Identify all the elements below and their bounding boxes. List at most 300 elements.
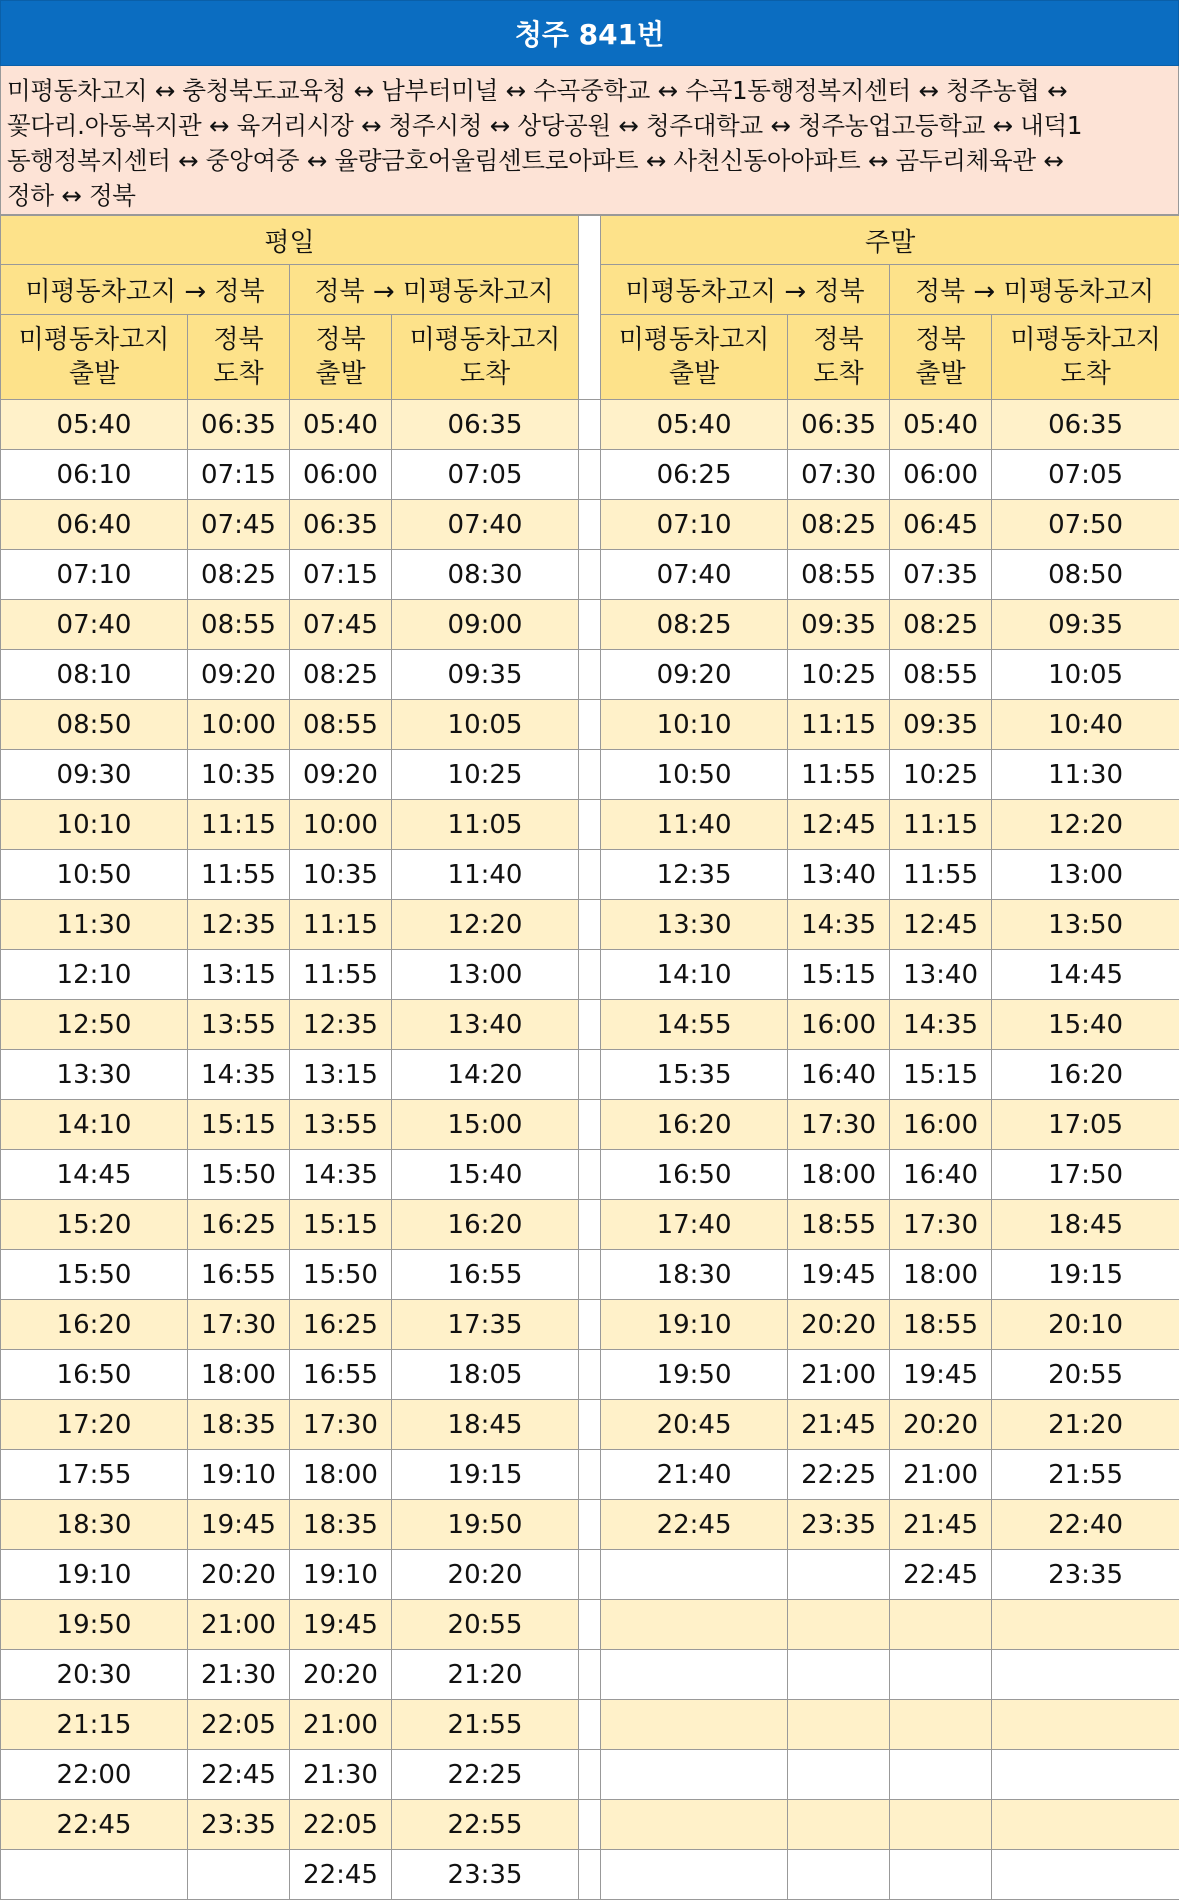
page-title: 청주 841번 xyxy=(0,0,1179,66)
weekend-depart-mipyeong-cell: 09:20 xyxy=(601,650,788,700)
weekday-depart-mipyeong-cell: 10:50 xyxy=(1,850,188,900)
column-gap xyxy=(579,1050,601,1100)
column-gap xyxy=(579,1000,601,1050)
table-row xyxy=(1,1150,1179,1200)
weekday-depart-mipyeong-cell: 13:30 xyxy=(1,1050,188,1100)
weekend-depart-mipyeong-cell xyxy=(601,1550,788,1600)
weekday-depart-jeongbuk-cell: 06:35 xyxy=(290,500,392,550)
weekend-arrive-jeongbuk-cell xyxy=(788,1700,890,1750)
weekday-depart-jeongbuk-cell: 11:15 xyxy=(290,900,392,950)
weekday-arrive-mipyeong-cell: 12:20 xyxy=(392,900,579,950)
weekend-depart-mipyeong-cell xyxy=(601,1650,788,1700)
table-row xyxy=(1,900,1179,950)
column-gap xyxy=(579,400,601,450)
weekday-depart-jeongbuk-cell: 05:40 xyxy=(290,400,392,450)
weekday-depart-mipyeong-cell: 12:50 xyxy=(1,1000,188,1050)
weekend-arrive-mipyeong-cell xyxy=(992,1800,1179,1850)
weekend-direction-to-mipyeong: 정북 → 미평동차고지 xyxy=(890,265,1179,315)
weekend-arrive-jeongbuk-cell: 11:55 xyxy=(788,750,890,800)
weekend-depart-mipyeong-cell: 14:55 xyxy=(601,1000,788,1050)
column-gap xyxy=(579,500,601,550)
weekday-depart-mipyeong-cell: 19:50 xyxy=(1,1600,188,1650)
weekend-depart-jeongbuk-cell: 06:45 xyxy=(890,500,992,550)
weekend-depart-mipyeong-cell: 19:50 xyxy=(601,1350,788,1400)
route-line: 정하 ↔ 정북 xyxy=(7,181,136,210)
weekday-depart-jeongbuk-cell: 20:20 xyxy=(290,1650,392,1700)
weekend-arrive-mipyeong-cell: 21:55 xyxy=(992,1450,1179,1500)
weekend-arrive-mipyeong-cell: 22:40 xyxy=(992,1500,1179,1550)
weekend-arrive-jeongbuk-cell: 18:55 xyxy=(788,1200,890,1250)
column-gap xyxy=(579,1150,601,1200)
weekend-arrive-jeongbuk-cell: 13:40 xyxy=(788,850,890,900)
column-header-depart-jeongbuk: 정북 출발 xyxy=(290,315,392,400)
weekday-depart-mipyeong-cell: 06:10 xyxy=(1,450,188,500)
weekday-arrive-mipyeong-cell: 20:20 xyxy=(392,1550,579,1600)
weekday-depart-jeongbuk-cell: 10:35 xyxy=(290,850,392,900)
weekend-depart-jeongbuk-cell: 17:30 xyxy=(890,1200,992,1250)
table-row xyxy=(1,1300,1179,1350)
weekend-depart-jeongbuk-cell: 21:00 xyxy=(890,1450,992,1500)
weekend-depart-jeongbuk-cell: 18:00 xyxy=(890,1250,992,1300)
weekday-depart-jeongbuk-cell: 07:45 xyxy=(290,600,392,650)
weekday-arrive-mipyeong-cell: 11:40 xyxy=(392,850,579,900)
weekend-depart-mipyeong-cell: 10:10 xyxy=(601,700,788,750)
weekday-arrive-mipyeong-cell: 08:30 xyxy=(392,550,579,600)
weekend-arrive-mipyeong-cell: 12:20 xyxy=(992,800,1179,850)
weekday-arrive-jeongbuk-cell: 22:05 xyxy=(188,1700,290,1750)
weekend-depart-jeongbuk-cell xyxy=(890,1750,992,1800)
weekend-depart-mipyeong-cell: 07:40 xyxy=(601,550,788,600)
weekend-arrive-jeongbuk-cell: 14:35 xyxy=(788,900,890,950)
weekday-depart-jeongbuk-cell: 14:35 xyxy=(290,1150,392,1200)
weekend-depart-jeongbuk-cell: 14:35 xyxy=(890,1000,992,1050)
weekend-arrive-jeongbuk-cell: 10:25 xyxy=(788,650,890,700)
table-row xyxy=(1,1350,1179,1400)
column-gap xyxy=(579,900,601,950)
weekend-arrive-mipyeong-cell: 14:45 xyxy=(992,950,1179,1000)
weekday-depart-mipyeong-cell xyxy=(1,1850,188,1900)
weekday-arrive-jeongbuk-cell: 07:45 xyxy=(188,500,290,550)
weekend-arrive-jeongbuk-cell: 07:30 xyxy=(788,450,890,500)
table-row xyxy=(1,400,1179,450)
weekday-depart-jeongbuk-cell: 13:55 xyxy=(290,1100,392,1150)
weekday-arrive-jeongbuk-cell: 23:35 xyxy=(188,1800,290,1850)
weekday-depart-jeongbuk-cell: 16:25 xyxy=(290,1300,392,1350)
weekend-arrive-mipyeong-cell: 11:30 xyxy=(992,750,1179,800)
column-gap xyxy=(579,1700,601,1750)
weekday-arrive-mipyeong-cell: 15:00 xyxy=(392,1100,579,1150)
weekday-arrive-mipyeong-cell: 19:15 xyxy=(392,1450,579,1500)
weekday-arrive-mipyeong-cell: 20:55 xyxy=(392,1600,579,1650)
weekend-arrive-jeongbuk-cell: 17:30 xyxy=(788,1100,890,1150)
weekend-arrive-mipyeong-cell: 16:20 xyxy=(992,1050,1179,1100)
weekday-arrive-mipyeong-cell: 13:40 xyxy=(392,1000,579,1050)
route-description xyxy=(0,66,1179,215)
weekend-arrive-mipyeong-cell xyxy=(992,1700,1179,1750)
weekend-arrive-mipyeong-cell: 20:10 xyxy=(992,1300,1179,1350)
weekend-arrive-jeongbuk-cell: 12:45 xyxy=(788,800,890,850)
weekend-depart-mipyeong-cell: 20:45 xyxy=(601,1400,788,1450)
column-header-arrive-jeongbuk: 정북 도착 xyxy=(188,315,290,400)
column-gap xyxy=(579,650,601,700)
weekend-arrive-mipyeong-cell: 08:50 xyxy=(992,550,1179,600)
weekday-depart-mipyeong-cell: 07:40 xyxy=(1,600,188,650)
timetable xyxy=(0,215,1179,1900)
weekday-depart-jeongbuk-cell: 21:00 xyxy=(290,1700,392,1750)
weekday-depart-jeongbuk-cell: 22:45 xyxy=(290,1850,392,1900)
weekend-arrive-jeongbuk-cell: 21:00 xyxy=(788,1350,890,1400)
weekend-arrive-jeongbuk-cell: 20:20 xyxy=(788,1300,890,1350)
weekday-arrive-mipyeong-cell: 15:40 xyxy=(392,1150,579,1200)
table-row xyxy=(1,750,1179,800)
weekend-depart-mipyeong-cell: 21:40 xyxy=(601,1450,788,1500)
weekday-direction-to-jeongbuk: 미평동차고지 → 정북 xyxy=(1,265,290,315)
table-row xyxy=(1,600,1179,650)
weekend-arrive-mipyeong-cell: 21:20 xyxy=(992,1400,1179,1450)
weekday-depart-mipyeong-cell: 16:50 xyxy=(1,1350,188,1400)
weekend-arrive-mipyeong-cell: 18:45 xyxy=(992,1200,1179,1250)
weekend-arrive-mipyeong-cell: 07:05 xyxy=(992,450,1179,500)
weekend-depart-jeongbuk-cell: 06:00 xyxy=(890,450,992,500)
weekday-depart-jeongbuk-cell: 12:35 xyxy=(290,1000,392,1050)
weekday-depart-mipyeong-cell: 05:40 xyxy=(1,400,188,450)
weekend-header: 주말 xyxy=(601,216,1179,265)
table-row xyxy=(1,500,1179,550)
weekday-depart-mipyeong-cell: 21:15 xyxy=(1,1700,188,1750)
weekday-arrive-mipyeong-cell: 10:05 xyxy=(392,700,579,750)
weekday-arrive-mipyeong-cell: 21:55 xyxy=(392,1700,579,1750)
weekday-arrive-jeongbuk-cell: 08:25 xyxy=(188,550,290,600)
weekday-arrive-mipyeong-cell: 21:20 xyxy=(392,1650,579,1700)
weekend-depart-mipyeong-cell: 17:40 xyxy=(601,1200,788,1250)
table-row xyxy=(1,1400,1179,1450)
weekend-depart-mipyeong-cell: 16:50 xyxy=(601,1150,788,1200)
weekend-depart-jeongbuk-cell: 16:40 xyxy=(890,1150,992,1200)
weekend-depart-mipyeong-cell: 06:25 xyxy=(601,450,788,500)
weekday-depart-mipyeong-cell: 17:20 xyxy=(1,1400,188,1450)
weekday-arrive-jeongbuk-cell: 19:45 xyxy=(188,1500,290,1550)
weekend-depart-jeongbuk-cell: 16:00 xyxy=(890,1100,992,1150)
weekday-depart-mipyeong-cell: 22:00 xyxy=(1,1750,188,1800)
weekday-arrive-jeongbuk-cell: 06:35 xyxy=(188,400,290,450)
weekend-depart-mipyeong-cell: 22:45 xyxy=(601,1500,788,1550)
table-row xyxy=(1,800,1179,850)
table-row xyxy=(1,1500,1179,1550)
column-header-depart-mipyeong: 미평동차고지 출발 xyxy=(601,315,788,400)
weekday-arrive-mipyeong-cell: 09:00 xyxy=(392,600,579,650)
weekday-arrive-mipyeong-cell: 22:55 xyxy=(392,1800,579,1850)
weekday-arrive-jeongbuk-cell: 16:25 xyxy=(188,1200,290,1250)
weekday-depart-mipyeong-cell: 20:30 xyxy=(1,1650,188,1700)
weekend-depart-jeongbuk-cell: 15:15 xyxy=(890,1050,992,1100)
weekend-arrive-jeongbuk-cell xyxy=(788,1800,890,1850)
column-gap xyxy=(579,1750,601,1800)
weekend-depart-mipyeong-cell: 12:35 xyxy=(601,850,788,900)
weekend-direction-to-jeongbuk: 미평동차고지 → 정북 xyxy=(601,265,890,315)
weekday-depart-jeongbuk-cell: 19:10 xyxy=(290,1550,392,1600)
table-row xyxy=(1,1650,1179,1700)
table-row xyxy=(1,650,1179,700)
weekend-arrive-mipyeong-cell: 07:50 xyxy=(992,500,1179,550)
weekend-arrive-mipyeong-cell: 06:35 xyxy=(992,400,1179,450)
weekend-depart-mipyeong-cell xyxy=(601,1850,788,1900)
weekday-depart-mipyeong-cell: 12:10 xyxy=(1,950,188,1000)
weekday-arrive-jeongbuk-cell: 13:55 xyxy=(188,1000,290,1050)
weekday-depart-mipyeong-cell: 19:10 xyxy=(1,1550,188,1600)
weekday-depart-jeongbuk-cell: 18:00 xyxy=(290,1450,392,1500)
weekend-depart-mipyeong-cell: 18:30 xyxy=(601,1250,788,1300)
weekday-depart-jeongbuk-cell: 07:15 xyxy=(290,550,392,600)
weekend-depart-mipyeong-cell: 08:25 xyxy=(601,600,788,650)
weekend-depart-jeongbuk-cell: 19:45 xyxy=(890,1350,992,1400)
weekday-arrive-mipyeong-cell: 16:20 xyxy=(392,1200,579,1250)
table-row xyxy=(1,850,1179,900)
weekday-arrive-mipyeong-cell: 18:45 xyxy=(392,1400,579,1450)
weekend-arrive-mipyeong-cell xyxy=(992,1750,1179,1800)
weekend-depart-jeongbuk-cell xyxy=(890,1650,992,1700)
weekday-direction-to-mipyeong: 정북 → 미평동차고지 xyxy=(290,265,579,315)
weekend-arrive-mipyeong-cell: 20:55 xyxy=(992,1350,1179,1400)
weekend-arrive-jeongbuk-cell: 22:25 xyxy=(788,1450,890,1500)
column-gap xyxy=(579,800,601,850)
weekday-arrive-jeongbuk-cell: 14:35 xyxy=(188,1050,290,1100)
weekday-depart-mipyeong-cell: 09:30 xyxy=(1,750,188,800)
column-gap xyxy=(579,1300,601,1350)
weekend-arrive-jeongbuk-cell: 09:35 xyxy=(788,600,890,650)
timetable-body xyxy=(1,400,1179,1900)
weekday-arrive-jeongbuk-cell xyxy=(188,1850,290,1900)
column-gap xyxy=(579,1800,601,1850)
weekend-depart-mipyeong-cell: 14:10 xyxy=(601,950,788,1000)
column-header-arrive-mipyeong: 미평동차고지 도착 xyxy=(992,315,1179,400)
weekday-depart-mipyeong-cell: 08:50 xyxy=(1,700,188,750)
weekend-arrive-mipyeong-cell: 19:15 xyxy=(992,1250,1179,1300)
column-gap xyxy=(579,1100,601,1150)
weekday-depart-jeongbuk-cell: 18:35 xyxy=(290,1500,392,1550)
weekday-depart-mipyeong-cell: 15:20 xyxy=(1,1200,188,1250)
weekday-arrive-mipyeong-cell: 07:05 xyxy=(392,450,579,500)
column-gap xyxy=(579,600,601,650)
weekday-arrive-jeongbuk-cell: 16:55 xyxy=(188,1250,290,1300)
weekend-arrive-mipyeong-cell xyxy=(992,1600,1179,1650)
weekday-arrive-mipyeong-cell: 06:35 xyxy=(392,400,579,450)
weekday-depart-mipyeong-cell: 10:10 xyxy=(1,800,188,850)
column-gap xyxy=(579,1450,601,1500)
weekday-depart-jeongbuk-cell: 19:45 xyxy=(290,1600,392,1650)
weekend-arrive-mipyeong-cell xyxy=(992,1850,1179,1900)
column-gap xyxy=(579,850,601,900)
column-header-arrive-mipyeong: 미평동차고지 도착 xyxy=(392,315,579,400)
column-gap xyxy=(579,1650,601,1700)
weekend-depart-mipyeong-cell: 05:40 xyxy=(601,400,788,450)
column-gap xyxy=(579,950,601,1000)
weekday-depart-jeongbuk-cell: 16:55 xyxy=(290,1350,392,1400)
weekday-arrive-jeongbuk-cell: 18:00 xyxy=(188,1350,290,1400)
weekday-depart-jeongbuk-cell: 17:30 xyxy=(290,1400,392,1450)
weekend-arrive-jeongbuk-cell xyxy=(788,1750,890,1800)
weekend-depart-mipyeong-cell xyxy=(601,1800,788,1850)
weekday-depart-jeongbuk-cell: 22:05 xyxy=(290,1800,392,1850)
weekday-depart-jeongbuk-cell: 13:15 xyxy=(290,1050,392,1100)
weekday-depart-mipyeong-cell: 14:45 xyxy=(1,1150,188,1200)
table-row xyxy=(1,550,1179,600)
weekend-arrive-jeongbuk-cell xyxy=(788,1650,890,1700)
weekend-depart-jeongbuk-cell xyxy=(890,1700,992,1750)
table-row xyxy=(1,1800,1179,1850)
weekend-depart-mipyeong-cell: 13:30 xyxy=(601,900,788,950)
route-line: 꽃다리.아동복지관 ↔ 육거리시장 ↔ 청주시청 ↔ 상당공원 ↔ 청주대학교 ↔ 청주농업고등학교 ↔ 내덕1 xyxy=(7,111,1083,140)
weekend-depart-jeongbuk-cell: 07:35 xyxy=(890,550,992,600)
weekend-depart-jeongbuk-cell: 22:45 xyxy=(890,1550,992,1600)
weekday-arrive-jeongbuk-cell: 19:10 xyxy=(188,1450,290,1500)
weekday-arrive-mipyeong-cell: 22:25 xyxy=(392,1750,579,1800)
weekend-depart-jeongbuk-cell: 10:25 xyxy=(890,750,992,800)
weekend-depart-jeongbuk-cell: 21:45 xyxy=(890,1500,992,1550)
weekend-arrive-jeongbuk-cell: 16:40 xyxy=(788,1050,890,1100)
weekend-arrive-jeongbuk-cell: 08:25 xyxy=(788,500,890,550)
weekday-arrive-jeongbuk-cell: 10:35 xyxy=(188,750,290,800)
weekday-arrive-jeongbuk-cell: 08:55 xyxy=(188,600,290,650)
column-gap xyxy=(579,216,601,400)
weekend-arrive-jeongbuk-cell: 21:45 xyxy=(788,1400,890,1450)
weekend-depart-jeongbuk-cell: 05:40 xyxy=(890,400,992,450)
weekend-depart-jeongbuk-cell: 09:35 xyxy=(890,700,992,750)
column-gap xyxy=(579,1550,601,1600)
weekend-arrive-jeongbuk-cell: 11:15 xyxy=(788,700,890,750)
weekday-arrive-jeongbuk-cell: 21:30 xyxy=(188,1650,290,1700)
weekday-depart-jeongbuk-cell: 15:50 xyxy=(290,1250,392,1300)
weekend-depart-mipyeong-cell: 16:20 xyxy=(601,1100,788,1150)
weekday-depart-mipyeong-cell: 06:40 xyxy=(1,500,188,550)
weekend-depart-mipyeong-cell: 07:10 xyxy=(601,500,788,550)
weekday-arrive-jeongbuk-cell: 11:55 xyxy=(188,850,290,900)
weekend-arrive-jeongbuk-cell xyxy=(788,1600,890,1650)
weekend-arrive-jeongbuk-cell: 08:55 xyxy=(788,550,890,600)
weekend-arrive-jeongbuk-cell xyxy=(788,1850,890,1900)
route-line: 동행정복지센터 ↔ 중앙여중 ↔ 율량금호어울림센트로아파트 ↔ 사천신동아아파트 ↔ 곰두리체육관 ↔ xyxy=(7,146,1064,175)
weekend-arrive-jeongbuk-cell: 19:45 xyxy=(788,1250,890,1300)
weekday-arrive-mipyeong-cell: 13:00 xyxy=(392,950,579,1000)
table-row xyxy=(1,1050,1179,1100)
weekday-depart-mipyeong-cell: 18:30 xyxy=(1,1500,188,1550)
column-header-depart-mipyeong: 미평동차고지 출발 xyxy=(1,315,188,400)
weekend-depart-jeongbuk-cell: 08:55 xyxy=(890,650,992,700)
column-gap xyxy=(579,1500,601,1550)
weekday-arrive-mipyeong-cell: 23:35 xyxy=(392,1850,579,1900)
table-row xyxy=(1,1000,1179,1050)
weekend-arrive-mipyeong-cell: 09:35 xyxy=(992,600,1179,650)
weekday-depart-jeongbuk-cell: 09:20 xyxy=(290,750,392,800)
weekday-depart-mipyeong-cell: 22:45 xyxy=(1,1800,188,1850)
weekday-arrive-jeongbuk-cell: 10:00 xyxy=(188,700,290,750)
weekday-arrive-mipyeong-cell: 14:20 xyxy=(392,1050,579,1100)
weekend-arrive-mipyeong-cell: 10:40 xyxy=(992,700,1179,750)
weekend-arrive-jeongbuk-cell: 18:00 xyxy=(788,1150,890,1200)
weekend-depart-mipyeong-cell: 15:35 xyxy=(601,1050,788,1100)
weekend-depart-jeongbuk-cell: 11:55 xyxy=(890,850,992,900)
weekday-arrive-jeongbuk-cell: 07:15 xyxy=(188,450,290,500)
column-header-arrive-jeongbuk: 정북 도착 xyxy=(788,315,890,400)
weekend-depart-jeongbuk-cell: 11:15 xyxy=(890,800,992,850)
weekday-arrive-jeongbuk-cell: 13:15 xyxy=(188,950,290,1000)
column-header-depart-jeongbuk: 정북 출발 xyxy=(890,315,992,400)
column-gap xyxy=(579,1200,601,1250)
table-row xyxy=(1,450,1179,500)
weekday-depart-mipyeong-cell: 14:10 xyxy=(1,1100,188,1150)
weekend-arrive-mipyeong-cell: 17:05 xyxy=(992,1100,1179,1150)
weekend-depart-jeongbuk-cell: 20:20 xyxy=(890,1400,992,1450)
weekday-arrive-jeongbuk-cell: 18:35 xyxy=(188,1400,290,1450)
column-gap xyxy=(579,550,601,600)
column-gap xyxy=(579,1400,601,1450)
weekend-arrive-jeongbuk-cell: 23:35 xyxy=(788,1500,890,1550)
table-row xyxy=(1,1700,1179,1750)
weekend-arrive-jeongbuk-cell: 15:15 xyxy=(788,950,890,1000)
table-row xyxy=(1,1850,1179,1900)
weekday-depart-jeongbuk-cell: 08:55 xyxy=(290,700,392,750)
table-row xyxy=(1,1600,1179,1650)
weekday-arrive-jeongbuk-cell: 09:20 xyxy=(188,650,290,700)
weekday-arrive-jeongbuk-cell: 15:50 xyxy=(188,1150,290,1200)
weekday-depart-mipyeong-cell: 08:10 xyxy=(1,650,188,700)
column-gap xyxy=(579,450,601,500)
weekday-arrive-mipyeong-cell: 09:35 xyxy=(392,650,579,700)
weekend-arrive-mipyeong-cell: 13:00 xyxy=(992,850,1179,900)
weekend-arrive-mipyeong-cell: 17:50 xyxy=(992,1150,1179,1200)
weekday-depart-jeongbuk-cell: 21:30 xyxy=(290,1750,392,1800)
column-gap xyxy=(579,750,601,800)
weekend-arrive-mipyeong-cell: 13:50 xyxy=(992,900,1179,950)
table-row xyxy=(1,700,1179,750)
weekday-arrive-mipyeong-cell: 11:05 xyxy=(392,800,579,850)
weekday-arrive-mipyeong-cell: 10:25 xyxy=(392,750,579,800)
weekday-arrive-jeongbuk-cell: 11:15 xyxy=(188,800,290,850)
table-row xyxy=(1,1750,1179,1800)
table-row xyxy=(1,1450,1179,1500)
weekend-arrive-jeongbuk-cell: 06:35 xyxy=(788,400,890,450)
weekend-depart-jeongbuk-cell: 13:40 xyxy=(890,950,992,1000)
column-gap xyxy=(579,1600,601,1650)
column-gap xyxy=(579,1250,601,1300)
weekend-arrive-jeongbuk-cell: 16:00 xyxy=(788,1000,890,1050)
weekday-arrive-jeongbuk-cell: 17:30 xyxy=(188,1300,290,1350)
weekend-arrive-mipyeong-cell: 15:40 xyxy=(992,1000,1179,1050)
weekday-depart-jeongbuk-cell: 08:25 xyxy=(290,650,392,700)
weekday-depart-mipyeong-cell: 16:20 xyxy=(1,1300,188,1350)
weekday-depart-jeongbuk-cell: 11:55 xyxy=(290,950,392,1000)
weekday-depart-jeongbuk-cell: 06:00 xyxy=(290,450,392,500)
weekend-arrive-mipyeong-cell: 23:35 xyxy=(992,1550,1179,1600)
weekday-arrive-jeongbuk-cell: 15:15 xyxy=(188,1100,290,1150)
weekday-arrive-mipyeong-cell: 16:55 xyxy=(392,1250,579,1300)
table-row xyxy=(1,1250,1179,1300)
weekday-arrive-jeongbuk-cell: 12:35 xyxy=(188,900,290,950)
weekend-depart-jeongbuk-cell xyxy=(890,1850,992,1900)
table-row xyxy=(1,950,1179,1000)
weekday-arrive-jeongbuk-cell: 21:00 xyxy=(188,1600,290,1650)
table-row xyxy=(1,1100,1179,1150)
weekend-depart-mipyeong-cell: 19:10 xyxy=(601,1300,788,1350)
weekday-arrive-mipyeong-cell: 18:05 xyxy=(392,1350,579,1400)
weekday-depart-mipyeong-cell: 17:55 xyxy=(1,1450,188,1500)
weekday-arrive-jeongbuk-cell: 22:45 xyxy=(188,1750,290,1800)
weekend-depart-mipyeong-cell: 11:40 xyxy=(601,800,788,850)
weekday-arrive-mipyeong-cell: 07:40 xyxy=(392,500,579,550)
weekday-arrive-jeongbuk-cell: 20:20 xyxy=(188,1550,290,1600)
weekend-depart-mipyeong-cell xyxy=(601,1700,788,1750)
column-gap xyxy=(579,1850,601,1900)
table-row xyxy=(1,1550,1179,1600)
